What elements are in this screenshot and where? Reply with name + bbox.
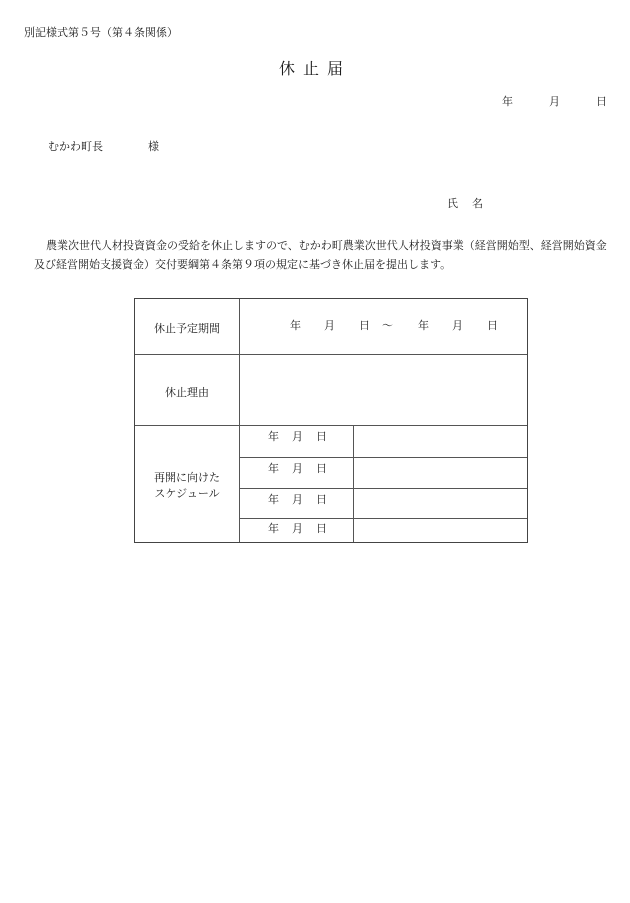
period-month1: 月 [324,319,335,332]
form-number: 別記様式第５号（第４条関係） [24,26,178,39]
schedule-year: 年 [268,430,279,443]
schedule-day: 日 [316,493,327,506]
schedule-divider [239,518,527,519]
schedule-month: 月 [292,493,303,506]
period-day1: 日 [359,319,370,332]
reason-label: 休止理由 [165,386,209,399]
schedule-divider [239,457,527,458]
schedule-day: 日 [316,522,327,535]
schedule-year: 年 [268,522,279,535]
addressee: むかわ町長 [48,140,103,153]
period-month2: 月 [452,319,463,332]
schedule-month: 月 [292,462,303,475]
period-day2: 日 [487,319,498,332]
name-label: 氏名 [447,197,497,210]
period-year1: 年 [290,319,301,332]
period-label: 休止予定期間 [154,322,220,335]
column-divider [239,299,240,542]
row-divider [135,354,527,355]
suspension-table [134,298,528,543]
date-year-label: 年 [502,95,513,108]
schedule-month: 月 [292,430,303,443]
schedule-year: 年 [268,493,279,506]
row-divider [135,425,527,426]
body-text: 農業次世代人材投資資金の受給を休止しますので、むかわ町農業次世代人材投資事業（経営開始型、経営開始資金及び経営開始支援資金）交付要綱第４条第９項の規定に基づき休止届を提出します。 [34,239,607,271]
schedule-label-line2: スケジュール [154,487,220,500]
schedule-column-divider [353,425,354,542]
schedule-day: 日 [316,430,327,443]
period-tilde: ～ [382,319,393,332]
date-day-label: 日 [596,95,607,108]
date-month-label: 月 [549,95,560,108]
document-title: 休止届 [278,59,351,78]
schedule-divider [239,488,527,489]
schedule-day: 日 [316,462,327,475]
schedule-month: 月 [292,522,303,535]
period-year2: 年 [418,319,429,332]
honorific: 様 [148,140,159,153]
schedule-year: 年 [268,462,279,475]
schedule-label-line1: 再開に向けた [154,471,220,484]
